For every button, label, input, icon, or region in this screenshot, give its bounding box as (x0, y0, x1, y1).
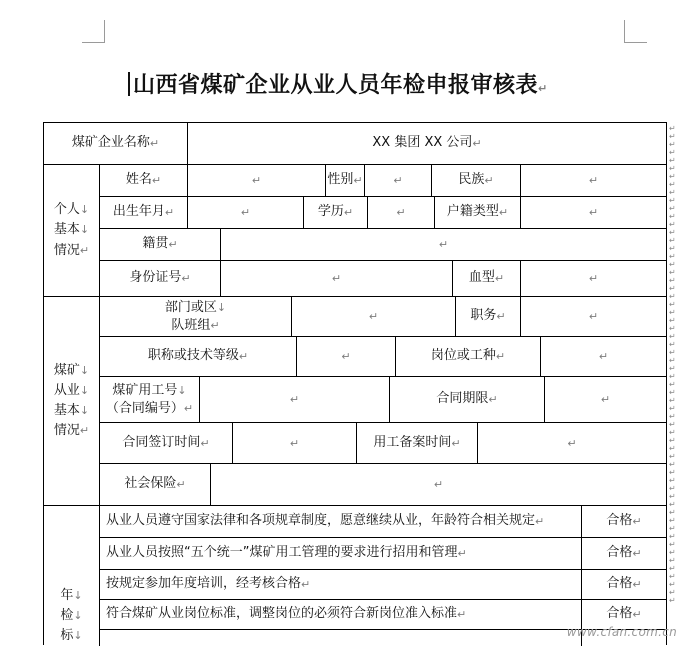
ethnicity-field[interactable]: ↵ (521, 165, 666, 197)
crop-mark-top-right (624, 20, 647, 43)
birth-date-field[interactable]: ↵ (188, 197, 304, 229)
position-label: 职务 ↵ (456, 297, 521, 337)
annual-result-3[interactable]: 合格 ↵ (582, 570, 666, 600)
annual-item-4: 符合煤矿从业岗位标准，调整岗位的必须符合新岗位准入标准 ↵ (100, 600, 582, 630)
filing-time-field[interactable]: ↵ (478, 423, 666, 464)
id-number-label: 身份证号 ↵ (100, 261, 221, 297)
post-label: 岗位或工种 ↵ (396, 337, 541, 377)
blood-type-label: 血型 ↵ (453, 261, 521, 297)
contract-period-label: 合同期限 ↵ (390, 377, 545, 423)
title-grade-label: 职称或技术等级 ↵ (100, 337, 297, 377)
annual-result-2[interactable]: 合格 ↵ (582, 538, 666, 570)
watermark: www.cfan.com.cn (566, 625, 677, 639)
employee-id-field[interactable]: ↵ (200, 377, 390, 423)
row-end-marks: ↵ ↵ ↵ ↵ ↵ ↵ ↵ ↵ ↵ ↵ ↵ ↵ ↵ ↵ ↵ ↵ ↵ ↵ ↵ ↵ ↵ ↵ ↵ ↵ ↵ ↵ ↵ ↵ ↵ ↵ ↵ ↵ ↵ ↵ ↵ ↵ ↵ ↵ ↵ ↵ ↵ ↵ ↵ ↵ ↵ ↵ ↵ ↵ ↵ ↵ ↵ ↵ ↵ ↵ ↵ ↵ ↵ ↵ ↵ ↵ (669, 124, 676, 605)
filing-time-label: 用工备案时间 ↵ (357, 423, 478, 464)
post-field[interactable]: ↵ (541, 337, 666, 377)
company-name-value[interactable]: XX 集团 XX 公司 ↵ (188, 123, 666, 165)
education-label: 学历 ↵ (304, 197, 368, 229)
annual-item-1: 从业人员遵守国家法律和各项规章制度，愿意继续从业，年龄符合相关规定 ↵ (100, 506, 582, 538)
crop-mark-top-left (82, 20, 105, 43)
annual-result-4[interactable]: 合格 ↵ (582, 600, 666, 630)
gender-field[interactable]: ↵ (365, 165, 432, 197)
annual-item-5-partial (100, 630, 582, 646)
household-type-label: 户籍类型 ↵ (435, 197, 521, 229)
page-title (128, 68, 548, 99)
id-number-field[interactable]: ↵ (221, 261, 453, 297)
ethnicity-label: 民族 ↵ (432, 165, 521, 197)
annual-result-1[interactable]: 合格 ↵ (582, 506, 666, 538)
department-field[interactable]: ↵ (292, 297, 456, 337)
text-cursor (128, 72, 130, 96)
department-label: 部门或区↓ 队班组↵ (100, 297, 292, 337)
name-field[interactable]: ↵ (188, 165, 326, 197)
blood-type-field[interactable]: ↵ (521, 261, 666, 297)
contract-sign-date-field[interactable]: ↵ (233, 423, 357, 464)
social-insurance-label: 社会保险 ↵ (100, 464, 211, 506)
contract-period-field[interactable]: ↵ (545, 377, 666, 423)
review-form-table (43, 122, 667, 645)
work-info-group: 煤矿↓ 从业↓ 基本↓ 情况↵ (44, 297, 100, 506)
social-insurance-field[interactable]: ↵ (211, 464, 666, 506)
position-field[interactable]: ↵ (521, 297, 666, 337)
native-place-field[interactable]: ↵ (221, 229, 666, 261)
gender-label: 性别 ↵ (326, 165, 365, 197)
title-text: 山西省煤矿企业从业人员年检申报审核表 (133, 73, 539, 98)
household-type-field[interactable]: ↵ (521, 197, 666, 229)
contract-sign-date-label: 合同签订时间 ↵ (100, 423, 233, 464)
paragraph-mark: ↵ (538, 82, 548, 95)
employee-id-label: 煤矿用工号↓ （合同编号）↵ (100, 377, 200, 423)
native-place-label: 籍贯 ↵ (100, 229, 221, 261)
annual-check-group: 年↓ 检↓ 标↓ (44, 506, 100, 646)
company-name-label: 煤矿企业名称 ↵ (44, 123, 188, 165)
birth-date-label: 出生年月 ↵ (100, 197, 188, 229)
title-grade-field[interactable]: ↵ (297, 337, 396, 377)
annual-item-2: 从业人员按照“五个统一”煤矿用工管理的要求进行招用和管理 ↵ (100, 538, 582, 570)
annual-item-3: 按规定参加年度培训，经考核合格 ↵ (100, 570, 582, 600)
personal-info-group: 个人↓ 基本↓ 情况↵ (44, 165, 100, 297)
education-field[interactable]: ↵ (368, 197, 435, 229)
name-label: 姓名 ↵ (100, 165, 188, 197)
